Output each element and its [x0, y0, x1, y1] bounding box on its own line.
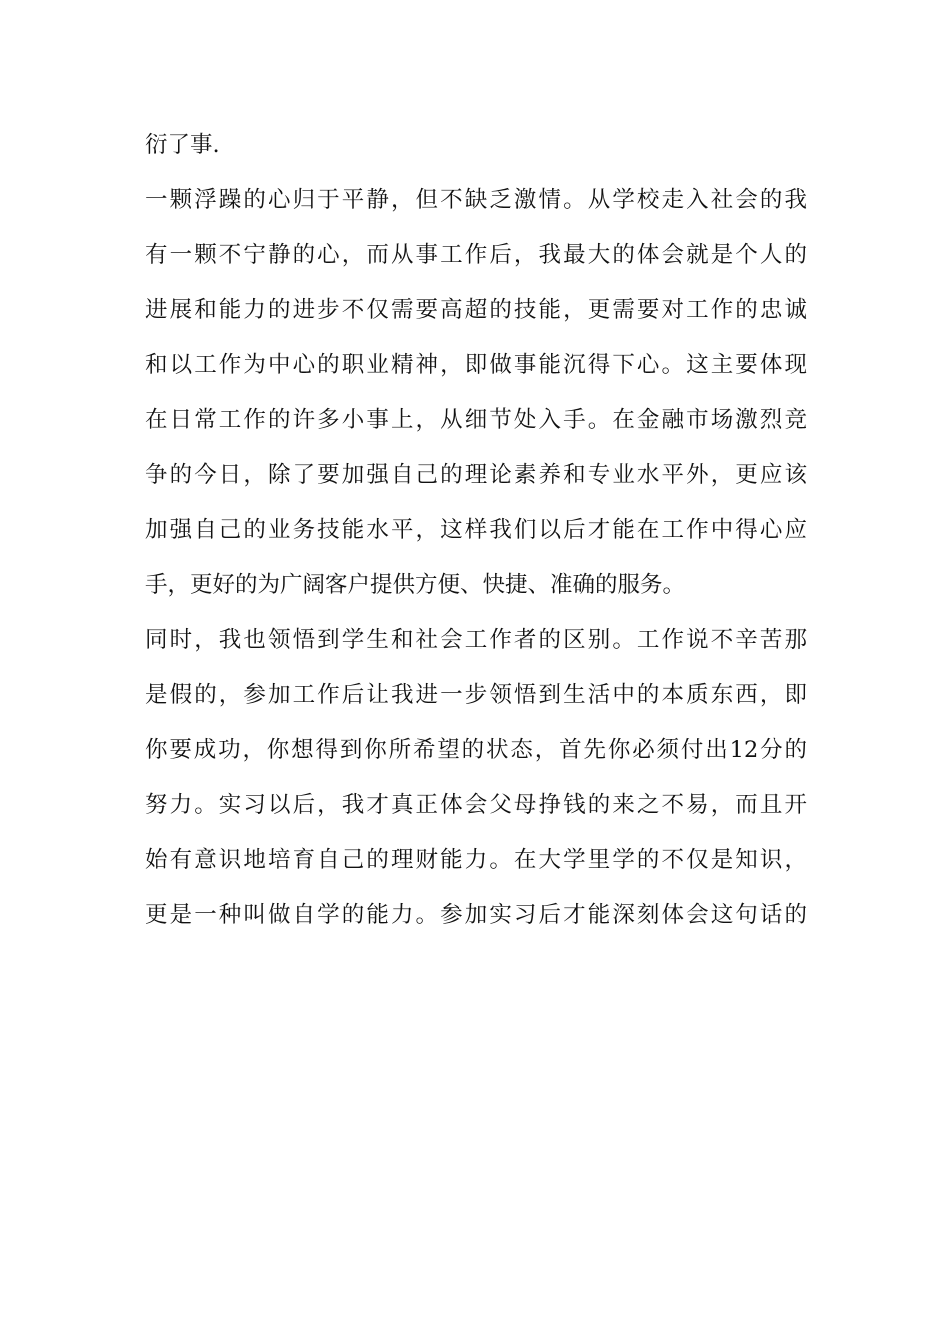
text-line-11: 是假的，参加工作后让我进一步领悟到生活中的本质东西，即 — [145, 682, 807, 708]
body-text — [145, 130, 807, 955]
text-line-3: 有一颗不宁静的心，而从事工作后，我最大的体会就是个人的 — [145, 242, 807, 268]
text-line-14: 始有意识地培育自己的理财能力。在大学里学的不仅是知识， — [145, 847, 807, 873]
text-line-6: 在日常工作的许多小事上，从细节处入手。在金融市场激烈竞 — [145, 407, 807, 433]
text-line-8: 加强自己的业务技能水平，这样我们以后才能在工作中得心应 — [145, 517, 807, 543]
text-line-5: 和以工作为中心的职业精神，即做事能沉得下心。这主要体现 — [145, 352, 807, 378]
text-line-13: 努力。实习以后，我才真正体会父母挣钱的来之不易，而且开 — [145, 792, 807, 818]
text-line-2: 一颗浮躁的心归于平静，但不缺乏激情。从学校走入社会的我 — [145, 187, 807, 213]
text-line-7: 争的今日，除了要加强自己的理论素养和专业水平外，更应该 — [145, 462, 807, 488]
text-line-15: 更是一种叫做自学的能力。参加实习后才能深刻体会这句话的 — [145, 902, 807, 928]
text-line-1: 衍了事. — [145, 132, 220, 158]
text-line-9: 手，更好的为广阔客户提供方便、快捷、准确的服务。 — [145, 572, 686, 598]
text-line-4: 进展和能力的进步不仅需要高超的技能，更需要对工作的忠诚 — [145, 297, 807, 323]
text-line-12: 你要成功，你想得到你所希望的状态，首先你必须付出12分的 — [145, 737, 807, 763]
text-line-10: 同时，我也领悟到学生和社会工作者的区别。工作说不辛苦那 — [145, 627, 807, 653]
